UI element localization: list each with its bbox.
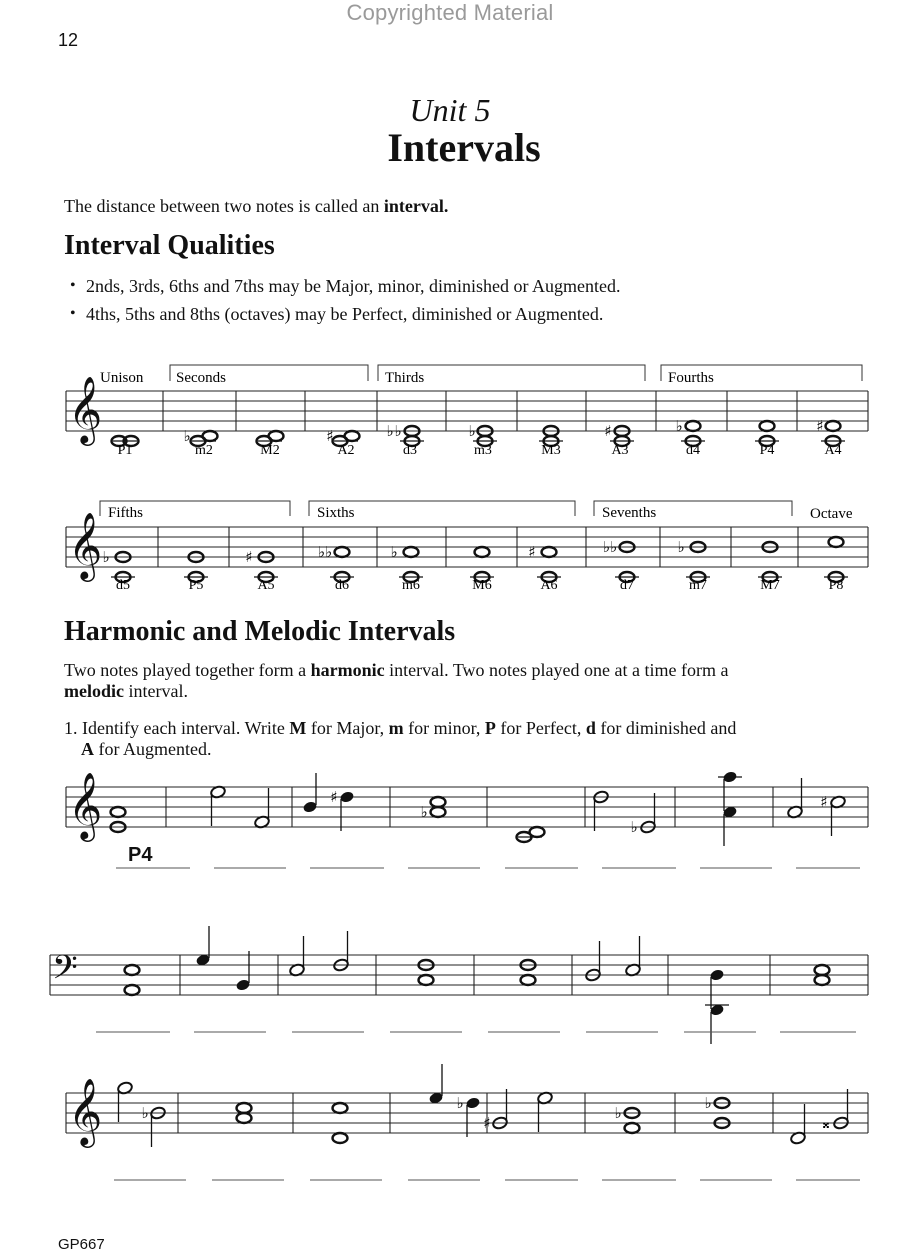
unit-label: Unit 5 <box>409 92 491 128</box>
whole-note <box>826 421 841 431</box>
interval-label: A5 <box>257 578 275 593</box>
whole-note <box>815 975 830 985</box>
whole-note <box>625 1123 640 1133</box>
interval-label: A6 <box>540 578 558 593</box>
whole-note <box>431 807 446 817</box>
whole-note <box>542 547 557 557</box>
group-label-fifths: Fifths <box>108 505 144 521</box>
interval-label: A3 <box>611 443 629 458</box>
whole-note <box>521 975 536 985</box>
group-label-unison: Unison <box>100 370 144 386</box>
interval-label: A4 <box>824 443 842 458</box>
bullet-item: • 2nds, 3rds, 6ths and 7ths may be Major, minor, diminished or Augmented. <box>64 272 621 300</box>
whole-note <box>203 431 218 441</box>
whole-note <box>815 965 830 975</box>
page-title: Intervals <box>387 125 541 170</box>
interval-label: A2 <box>337 443 355 458</box>
interval-label: d4 <box>686 443 700 458</box>
flat-icon: ♭ <box>183 427 191 445</box>
interval-label: M3 <box>541 443 561 458</box>
sharp-icon: ♯ <box>528 543 536 561</box>
flat-icon: ♭ <box>456 1094 464 1112</box>
interval-label: M2 <box>260 443 280 458</box>
flat-icon: ♭ <box>704 1094 712 1112</box>
group-label-fourths: Fourths <box>668 370 714 386</box>
sharp-icon: ♯ <box>326 427 334 445</box>
bass-clef-icon: 𝄢 <box>52 949 78 995</box>
whole-note <box>111 807 126 817</box>
group-label-thirds: Thirds <box>385 370 425 386</box>
whole-note <box>760 421 775 431</box>
sharp-icon: ♯ <box>483 1114 491 1132</box>
interval-label: m3 <box>474 443 492 458</box>
interval-label: m2 <box>195 443 213 458</box>
whole-note <box>419 975 434 985</box>
interval-label: d5 <box>116 578 130 593</box>
exercise-instructions: 1. Identify each interval. Write M for Major, m for minor, P for Perfect, d for diminished and A for Augmented. <box>64 718 737 759</box>
flat-icon: ♭ <box>468 422 476 440</box>
whole-note <box>530 827 545 837</box>
intro-text: The distance between two notes is called an interval. <box>64 196 449 216</box>
whole-note <box>269 431 284 441</box>
flat-icon: ♭ <box>141 1104 149 1122</box>
whole-note <box>431 797 446 807</box>
double-sharp-icon: 𝄪 <box>822 1114 830 1132</box>
treble-clef-icon: 𝄞 <box>68 511 103 579</box>
flat-icon: ♭ <box>614 1104 622 1122</box>
group-label-seconds: Seconds <box>176 370 226 386</box>
interval-label: m6 <box>402 578 420 593</box>
flat-icon: ♭ <box>102 548 110 566</box>
interval-label: P5 <box>188 578 204 593</box>
sharp-icon: ♯ <box>820 793 828 811</box>
section-heading-harmonic: Harmonic and Melodic Intervals <box>64 616 456 647</box>
interval-label: d3 <box>403 443 417 458</box>
footer-code: GP667 <box>58 1236 105 1253</box>
treble-clef-icon: 𝄞 <box>68 771 103 839</box>
group-label-octave: Octave <box>810 506 853 522</box>
harmonic-paragraph: Two notes played together form a harmonic interval. Two notes played one at a time form a melodic interval. <box>64 660 729 701</box>
example-answer: P4 <box>128 844 153 866</box>
group-label-sevenths: Sevenths <box>602 505 657 521</box>
interval-label: d7 <box>620 578 634 593</box>
flat-icon: ♭ <box>420 803 428 821</box>
treble-clef-icon: 𝄞 <box>68 1077 103 1145</box>
whole-note <box>686 421 701 431</box>
whole-note <box>475 547 490 557</box>
sharp-icon: ♯ <box>330 788 338 806</box>
sharp-icon: ♯ <box>604 422 612 440</box>
whole-note <box>125 965 140 975</box>
whole-note <box>125 985 140 995</box>
whole-note <box>345 431 360 441</box>
flat-icon: ♭ <box>390 543 398 561</box>
interval-label: P4 <box>759 443 775 458</box>
bullet-item: • 4ths, 5ths and 8ths (octaves) may be Perfect, diminished or Augmented. <box>64 300 621 328</box>
double-flat-icon: ♭♭ <box>317 543 333 561</box>
watermark: Copyrighted Material <box>346 0 554 25</box>
interval-label: P1 <box>117 443 133 458</box>
flat-icon: ♭ <box>675 417 683 435</box>
whole-note <box>237 1113 252 1123</box>
flat-icon: ♭ <box>677 538 685 556</box>
interval-label: m7 <box>689 578 707 593</box>
whole-note <box>237 1103 252 1113</box>
double-flat-icon: ♭♭ <box>602 538 618 556</box>
interval-label: M7 <box>760 578 780 593</box>
group-label-sixths: Sixths <box>317 505 355 521</box>
flat-icon: ♭ <box>630 818 638 836</box>
whole-note <box>333 1133 348 1143</box>
interval-label: M6 <box>472 578 492 593</box>
sharp-icon: ♯ <box>816 417 824 435</box>
flat-icon: ♭ <box>394 422 402 440</box>
flat-icon: ♭ <box>386 422 394 440</box>
whole-note <box>335 547 350 557</box>
whole-note <box>333 1103 348 1113</box>
section-heading-qualities: Interval Qualities <box>64 230 275 261</box>
whole-note <box>404 547 419 557</box>
interval-label: P8 <box>828 578 844 593</box>
whole-note <box>829 537 844 547</box>
sharp-icon: ♯ <box>245 548 253 566</box>
interval-label: d6 <box>335 578 349 593</box>
treble-clef-icon: 𝄞 <box>68 375 103 443</box>
page-number: 12 <box>58 30 79 50</box>
